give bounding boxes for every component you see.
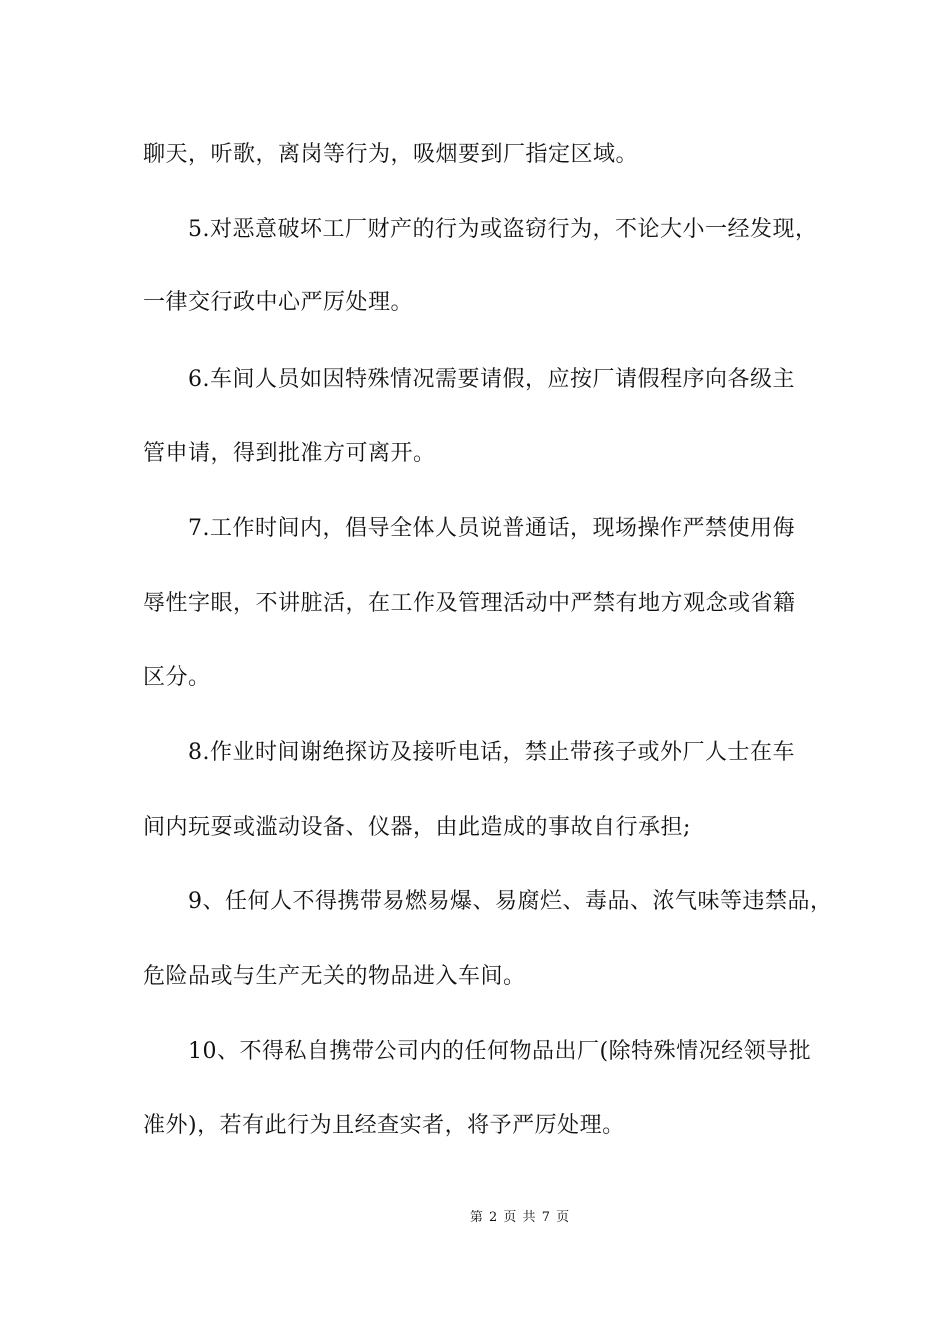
text-line-5: 管申请，得到批准方可离开。: [143, 441, 436, 466]
text-line-4: 6.车间人员如因特殊情况需要请假，应按厂请假程序向各级主: [188, 367, 795, 392]
text-line-6: 7.工作时间内，倡导全体人员说普通话，现场操作严禁使用侮: [188, 516, 795, 541]
text-line-2: 5.对恶意破坏工厂财产的行为或盗窃行为，不论大小一经发现，: [188, 217, 818, 242]
page-footer: [0, 1206, 950, 1225]
text-line-13: 10、不得私自携带公司内的任何物品出厂(除特殊情况经领导批: [188, 1039, 812, 1064]
text-line-8: 区分。: [143, 665, 211, 690]
text-line-1: 聊天，听歌，离岗等行为，吸烟要到厂指定区域。: [143, 142, 639, 167]
text-line-7: 辱性字眼，不讲脏活，在工作及管理活动中严禁有地方观念或省籍: [143, 591, 796, 616]
text-line-11: 9、任何人不得携带易燃易爆、易腐烂、毒品、浓气味等违禁品，: [188, 889, 833, 914]
text-line-12: 危险品或与生产无关的物品进入车间。: [143, 964, 526, 989]
text-line-3: 一律交行政中心严厉处理。: [143, 290, 414, 315]
page-indicator: 第 2 页 共 7 页: [469, 1210, 571, 1225]
text-line-9: 8.作业时间谢绝探访及接听电话，禁止带孩子或外厂人士在车: [188, 740, 795, 765]
text-line-10: 间内玩耍或滥动设备、仪器，由此造成的事故自行承担;: [143, 815, 691, 840]
text-line-14: 准外)，若有此行为且经查实者，将予严厉处理。: [143, 1113, 625, 1138]
